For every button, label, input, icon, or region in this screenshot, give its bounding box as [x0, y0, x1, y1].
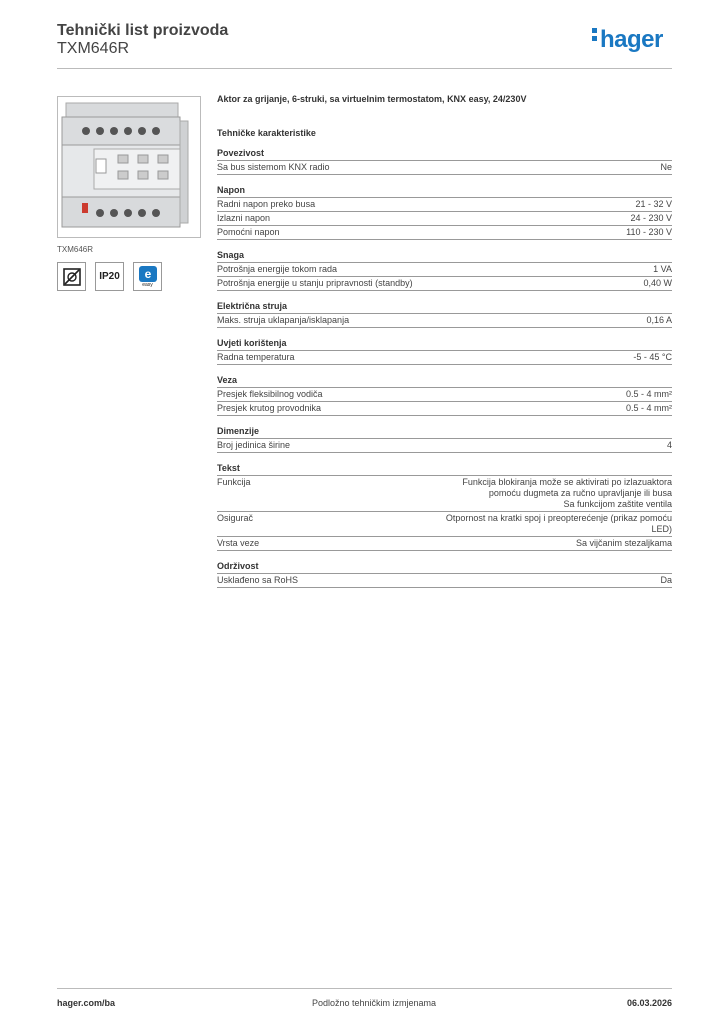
section-povezivost [217, 148, 672, 175]
spec-key: Radna temperatura [217, 352, 295, 362]
footer-date: 06.03.2026 [626, 998, 672, 1008]
spec-value-line: pomoću dugmeta za ručno upravljanje ili busa [488, 488, 672, 498]
svg-text:e: e [144, 266, 151, 281]
spec-key: Presjek krutog provodnika [217, 403, 322, 413]
spec-row [217, 161, 672, 175]
spec-row [217, 388, 672, 402]
section-snaga [217, 250, 672, 291]
knx-easy-icon [133, 262, 162, 291]
spec-key: Pomoćni napon [217, 227, 280, 237]
spec-key: Presjek fleksibilnog vodiča [217, 389, 323, 399]
section-title: Tekst [217, 463, 672, 476]
spec-key: Broj jedinica širine [217, 440, 291, 450]
spec-row [217, 263, 672, 277]
knx-easy-label: easy [142, 281, 153, 288]
spec-value: 0,40 W [643, 278, 672, 288]
spec-key: Usklađeno sa RoHS [217, 575, 299, 585]
spec-key: Maks. struja uklapanja/isklapanja [217, 315, 350, 325]
spec-value: 110 - 230 V [626, 227, 672, 237]
spec-row [217, 439, 672, 453]
section-dimenzije [217, 426, 672, 453]
spec-key: Funkcija [217, 477, 251, 487]
product-image [57, 96, 201, 238]
spec-value-line: Sa funkcijom zaštite ventila [563, 499, 672, 509]
logo-text: hager [600, 26, 663, 53]
tech-characteristics-heading: Tehničke karakteristike [217, 128, 316, 138]
product-description: Aktor za grijanje, 6-struki, sa virtuelnim termostatom, KNX easy, 24/230V [217, 94, 527, 104]
spec-key: Sa bus sistemom KNX radio [217, 162, 330, 172]
spec-key: Radni napon preko busa [217, 199, 316, 209]
spec-row [217, 574, 672, 588]
spec-value-line: Otpornost na kratki spoj i preopterećenje (prikaz pomoću [445, 513, 672, 523]
logo-dots-icon [592, 28, 598, 44]
section-title: Povezivost [217, 148, 672, 161]
spec-value: 21 - 32 V [635, 199, 672, 209]
spec-row [217, 351, 672, 365]
spec-value: 4 [666, 440, 672, 450]
spec-row [217, 512, 672, 537]
spec-key: Potrošnja energije u stanju pripravnosti (standby) [217, 278, 413, 288]
spec-key: Izlazni napon [217, 213, 271, 223]
footer-website-link[interactable]: hager.com/ba [57, 998, 116, 1008]
spec-value: 0.5 - 4 mm² [625, 403, 672, 413]
spec-value: 0.5 - 4 mm² [625, 389, 672, 399]
ip20-badge: IP20 [95, 262, 124, 291]
section-veza [217, 375, 672, 416]
footer-divider [57, 988, 672, 989]
section-title: Električna struja [217, 301, 672, 314]
spec-row [217, 537, 672, 551]
section-napon [217, 185, 672, 240]
section-title: Dimenzije [217, 426, 672, 439]
mounting-prohibited-icon [57, 262, 86, 291]
spec-value: Ne [660, 162, 672, 172]
spec-value: 24 - 230 V [630, 213, 672, 223]
section-title: Napon [217, 185, 672, 198]
page-title: Tehnički list proizvoda [57, 22, 229, 39]
spec-row [217, 402, 672, 416]
spec-row [217, 277, 672, 291]
spec-key: Vrsta veze [217, 538, 260, 548]
spec-row [217, 314, 672, 328]
header-divider [57, 68, 672, 69]
spec-value: 0,16 A [646, 315, 672, 325]
product-image-caption: TXM646R [57, 245, 94, 254]
section-title: Snaga [217, 250, 672, 263]
spec-value [446, 513, 672, 535]
product-code: TXM646R [57, 40, 130, 57]
spec-value [462, 477, 672, 510]
spec-row [217, 226, 672, 240]
spec-value: -5 - 45 °C [633, 352, 672, 362]
spec-key: Osigurač [217, 513, 254, 523]
spec-value: Sa vijčanim stezaljkama [575, 538, 672, 548]
section-elektricna-struja [217, 301, 672, 328]
section-uvjeti-koristenja [217, 338, 672, 365]
footer-disclaimer: Podložno tehničkim izmjenama [312, 998, 437, 1008]
certification-badges [57, 262, 162, 291]
section-odrzivost [217, 561, 672, 588]
hager-logo [592, 26, 663, 54]
spec-content [217, 94, 672, 598]
section-title: Održivost [217, 561, 672, 574]
spec-value: 1 VA [653, 264, 672, 274]
spec-row [217, 198, 672, 212]
section-title: Veza [217, 375, 672, 388]
spec-value-line: Funkcija blokiranja može se aktivirati po izlazuaktora [462, 477, 672, 487]
spec-row [217, 476, 672, 512]
spec-key: Potrošnja energije tokom rada [217, 264, 338, 274]
section-title: Uvjeti korištenja [217, 338, 672, 351]
spec-row [217, 212, 672, 226]
spec-value: Da [660, 575, 672, 585]
spec-value-line: LED) [651, 524, 672, 534]
section-tekst [217, 463, 672, 551]
